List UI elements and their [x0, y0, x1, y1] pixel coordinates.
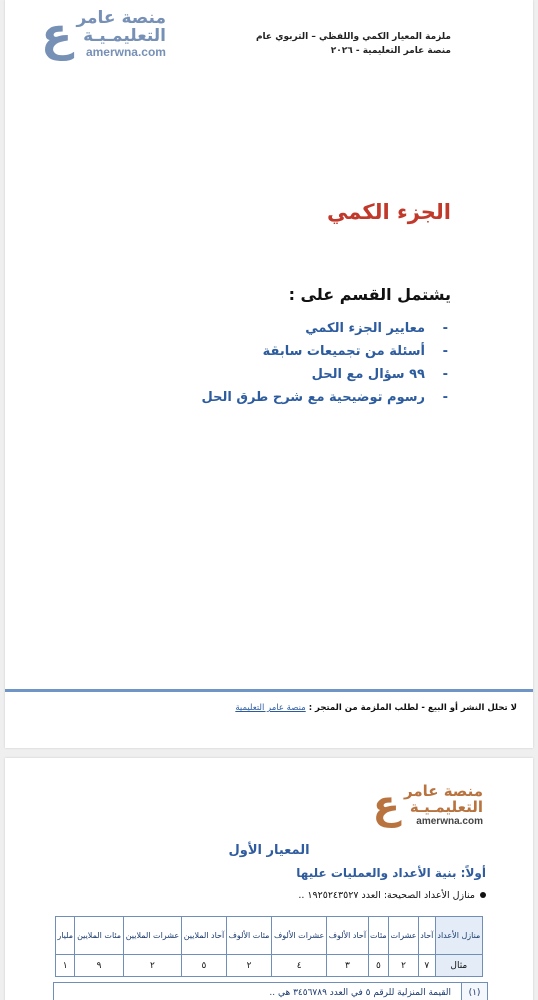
table-cell: ١ — [56, 955, 75, 977]
logo-text — [76, 10, 166, 59]
table-header-cell: مئات الألوف — [226, 917, 271, 955]
table-header-cell: مئات الملايين — [75, 917, 123, 955]
logo-mark-icon: ع — [372, 782, 400, 829]
list-item-text: أسئلة من تجميعات سابقة — [262, 344, 425, 359]
table-cell: ٥ — [368, 955, 388, 977]
page-footer — [235, 703, 517, 713]
list-item — [202, 317, 448, 340]
bullet-point — [298, 890, 486, 901]
logo-url: amerwna.com — [416, 815, 483, 827]
table-header-cell: آحاد الملايين — [182, 917, 227, 955]
footer-store-link[interactable]: منصة عامر التعليمية — [235, 703, 306, 713]
question-row — [53, 982, 488, 1000]
list-item-text: معايير الجزء الكمي — [305, 321, 425, 336]
bullet-text: منازل الأعداد الصحيحة: العدد ١٩٢٥٢٤٣٥٢٧ .. — [298, 890, 475, 901]
question-number: (١) — [461, 983, 487, 1000]
table-cell: ٧ — [418, 955, 435, 977]
logo-line1: منصة عامر — [76, 8, 166, 28]
section-heading: أولاً: بنية الأعداد والعمليات عليها — [296, 866, 486, 880]
list-item — [201, 386, 448, 409]
table-cell: ٢ — [389, 955, 419, 977]
table-header-cell: عشرات الألوف — [272, 917, 327, 955]
table-cell: ٢ — [123, 955, 181, 977]
logo-url: amerwna.com — [85, 44, 166, 59]
logo-line2: التعليمـيـة — [83, 25, 166, 46]
table-row — [56, 955, 483, 977]
table-header-row — [56, 917, 483, 955]
table-header-cell: مئات — [368, 917, 388, 955]
document-header — [191, 30, 451, 58]
contents-list — [201, 317, 448, 409]
place-value-table — [55, 916, 483, 977]
bullet-dot-icon — [480, 892, 486, 898]
list-item — [202, 363, 448, 386]
dash-marker: - — [442, 367, 448, 382]
list-item-text: ٩٩ سؤال مع الحل — [311, 367, 425, 382]
table-header-cell: آحاد — [418, 917, 435, 955]
list-item — [202, 340, 448, 363]
contents-heading: يشتمل القسم على : — [288, 285, 451, 304]
brand-logo — [41, 7, 166, 62]
table-header-cell: آحاد الألوف — [327, 917, 369, 955]
table-header-cell: عشرات — [389, 917, 419, 955]
header-line-1: ملزمة المعيار الكمي واللفظي – التربوي عام — [255, 32, 451, 42]
standard-title: المعيار الأول — [228, 843, 310, 858]
table-cell: مثال — [435, 955, 482, 977]
document-page-2 — [5, 758, 533, 1000]
table-header-cell: عشرات الملايين — [123, 917, 181, 955]
footer-text: لا تحلل النشر أو البيع - لطلب الملزمة من المتجر : — [308, 703, 517, 713]
document-page-1 — [5, 0, 533, 748]
logo-text — [404, 784, 483, 827]
table-cell: ٤ — [272, 955, 327, 977]
list-item-text: رسوم توضيحية مع شرح طرق الحل — [201, 390, 425, 405]
section-title: الجزء الكمي — [327, 200, 451, 224]
table-cell: ٥ — [182, 955, 227, 977]
table-header-cell: منازل الأعداد — [435, 917, 482, 955]
question-text: القيمة المنزلية للرقم ٥ في العدد ٣٤٥٦٧٨٩ هي .. — [269, 988, 451, 998]
table-header-cell: مليار — [56, 917, 75, 955]
table-cell: ٩ — [75, 955, 123, 977]
logo-line2: التعليمـيـة — [409, 797, 483, 816]
table-cell: ٣ — [327, 955, 369, 977]
dash-marker: - — [442, 390, 448, 405]
dash-marker: - — [442, 321, 448, 336]
table-cell: ٢ — [226, 955, 271, 977]
header-line-2: منصة عامر التعليمية - ٢٠٢٦ — [330, 46, 451, 56]
brand-logo — [373, 784, 483, 827]
logo-line1: منصة عامر — [403, 782, 483, 800]
dash-marker: - — [442, 344, 448, 359]
footer-divider — [5, 689, 533, 692]
logo-mark-icon: ع — [41, 7, 73, 62]
